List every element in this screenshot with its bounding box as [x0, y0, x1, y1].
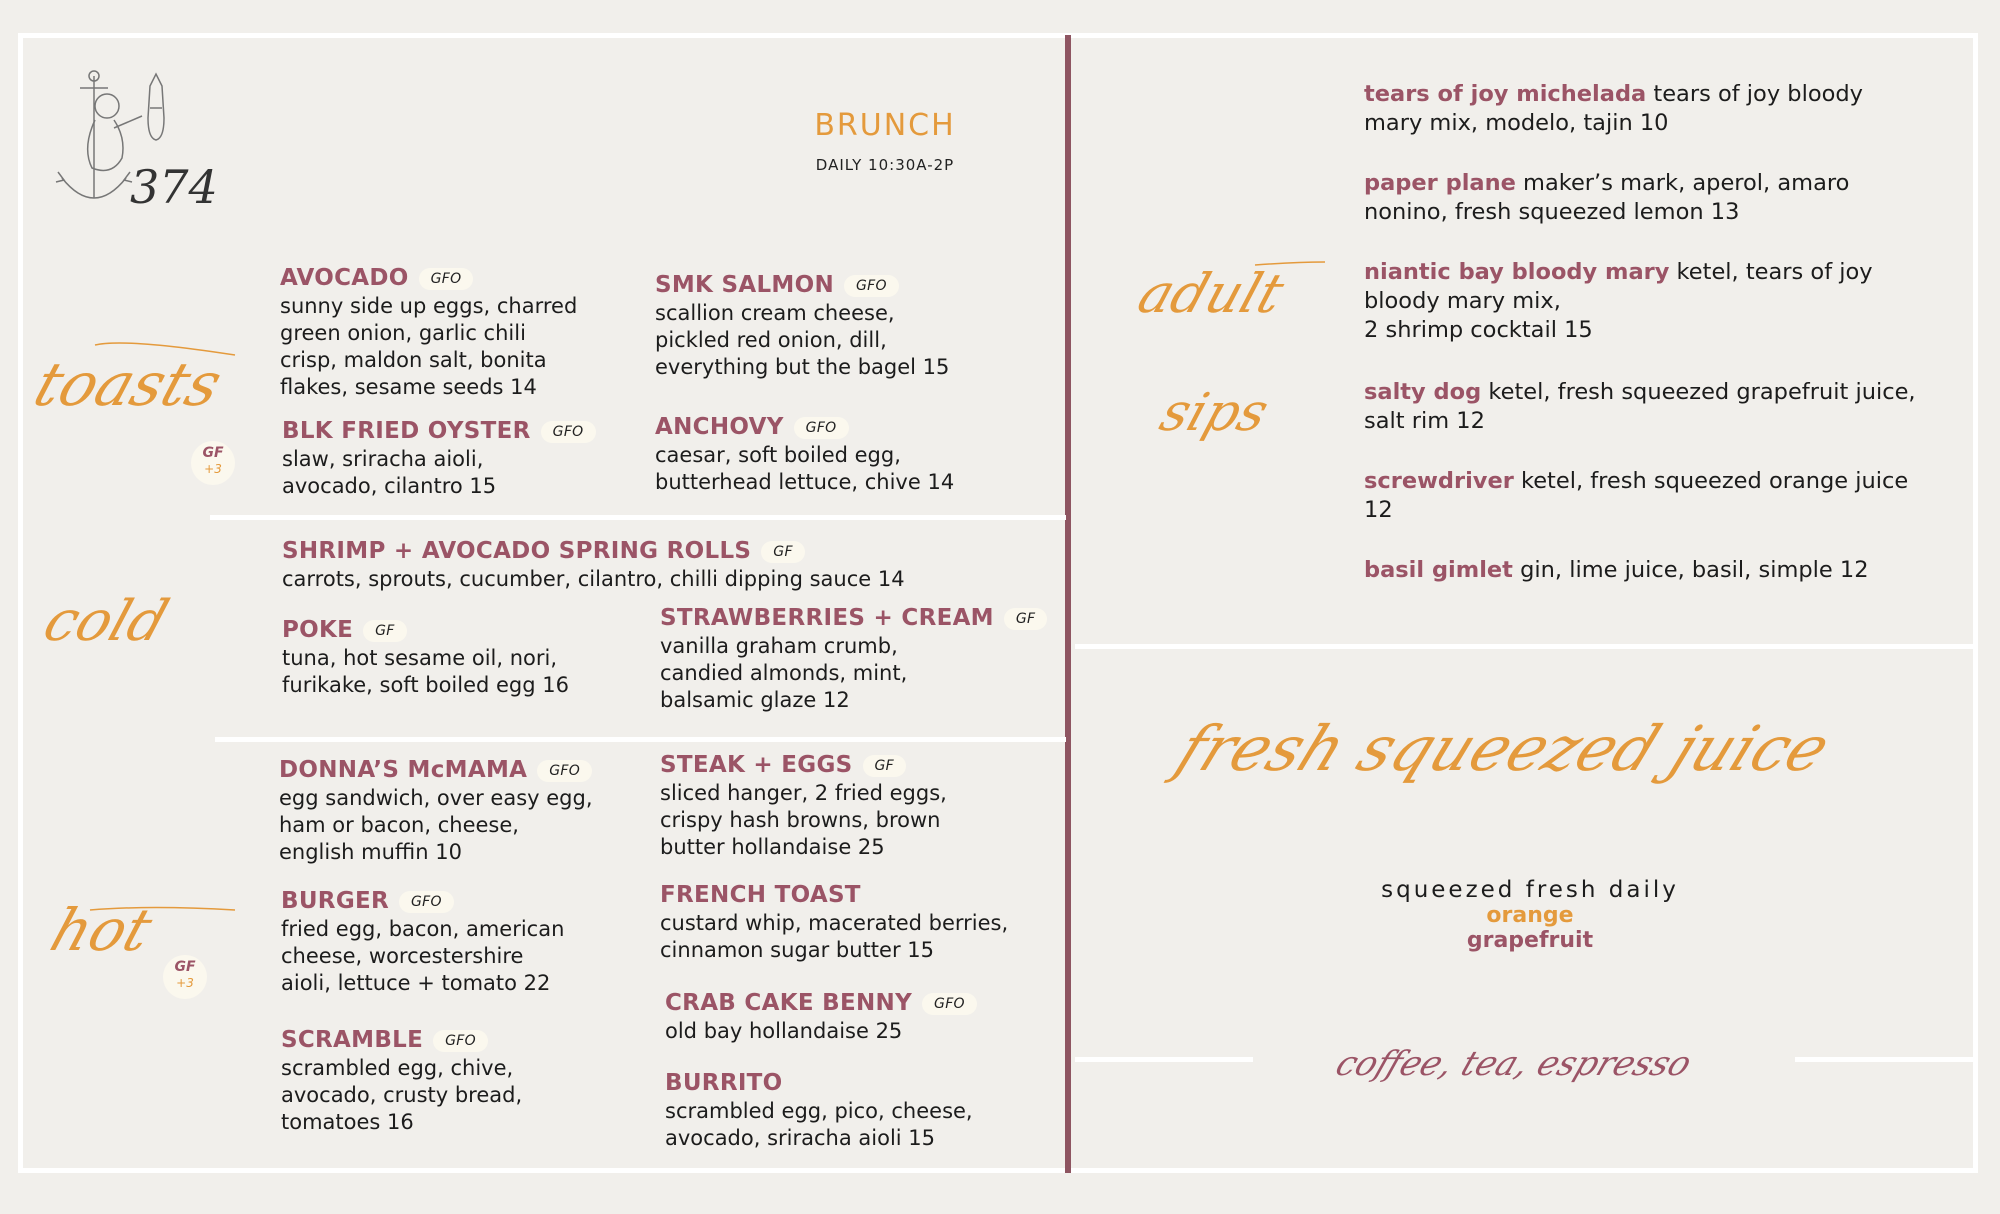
- menu-item-steak-eggs: [660, 752, 947, 861]
- svg-text:cold: cold: [36, 588, 177, 654]
- menu-item-scramble: [281, 1027, 522, 1136]
- item-name: SMK SALMON: [655, 272, 834, 298]
- gfo-badge: GFO: [541, 421, 596, 443]
- divider-drinks-juice: [1075, 644, 1975, 649]
- vertical-divider: [1065, 35, 1071, 1173]
- section-label-sips: [1153, 375, 1325, 469]
- divider-juice-coffee-left: [1075, 1057, 1253, 1062]
- item-desc-line: sunny side up eggs, charred: [280, 294, 578, 318]
- item-desc-line: vanilla graham crumb,: [660, 634, 898, 658]
- gfo-badge: GFO: [433, 1030, 488, 1052]
- svg-text:sips: sips: [1153, 381, 1277, 443]
- item-desc-line: cinnamon sugar butter 15: [660, 938, 934, 962]
- item-name: FRENCH TOAST: [660, 882, 861, 908]
- menu-item-burrito: [665, 1070, 973, 1152]
- menu-item-spring-rolls: [282, 538, 905, 593]
- item-desc-line: avocado, sriracha aioli 15: [665, 1126, 936, 1150]
- item-desc-line: slaw, sriracha aioli,: [282, 447, 484, 471]
- item-desc-line: tomatoes 16: [281, 1110, 414, 1134]
- item-desc-line: ham or bacon, cheese,: [279, 813, 519, 837]
- item-desc-line: scrambled egg, chive,: [281, 1056, 514, 1080]
- juice-option-grapefruit: grapefruit: [1466, 928, 1594, 953]
- svg-text:toasts: toasts: [25, 349, 231, 420]
- svg-text:adult: adult: [1130, 263, 1292, 326]
- gfo-badge: GFO: [844, 275, 899, 297]
- section-label-hot: [42, 880, 240, 1004]
- drink-name: tears of joy michelada: [1364, 81, 1647, 107]
- drink-desc: ketel, fresh squeezed grapefruit juice, salt rim 12: [1364, 379, 1916, 434]
- item-desc-line: butter hollandaise 25: [660, 835, 885, 859]
- item-desc-line: green onion, garlic chili: [280, 321, 526, 345]
- menu-item-poke: [282, 617, 569, 699]
- menu-item-anchovy: [655, 414, 954, 496]
- item-name: POKE: [282, 617, 354, 643]
- drink-desc: maker’s mark, aperol, amaro nonino, fresh squeezed lemon 13: [1364, 170, 1850, 225]
- drink-screwdriver: [1364, 467, 1924, 525]
- logo-number: 374: [130, 160, 218, 214]
- drink-basil-gimlet: [1364, 556, 1924, 585]
- item-desc-line: pickled red onion, dill,: [655, 328, 887, 352]
- drink-desc: ketel, fresh squeezed orange juice 12: [1364, 468, 1909, 523]
- gfo-badge: GFO: [399, 891, 454, 913]
- item-desc-line: caesar, soft boiled egg,: [655, 443, 901, 467]
- brunch-hours: DAILY 10:30A-2P: [815, 156, 955, 174]
- gf-badge: GF: [761, 541, 805, 563]
- item-desc-line: crisp, maldon salt, bonita: [280, 348, 547, 372]
- gf-badge: GF: [363, 620, 407, 642]
- drink-salty-dog: [1364, 378, 1924, 436]
- item-desc-line: flakes, sesame seeds 14: [280, 375, 537, 399]
- svg-text:hot: hot: [42, 897, 160, 965]
- item-desc-line: tuna, hot sesame oil, nori,: [282, 646, 558, 670]
- item-desc-line: egg sandwich, over easy egg,: [279, 786, 593, 810]
- gf-badge: GF: [863, 755, 907, 777]
- gf-badge: GF: [1004, 608, 1048, 630]
- item-desc-line: english muffin 10: [279, 840, 462, 864]
- drink-niantic-bay-bloody-mary: [1364, 258, 1924, 345]
- item-desc-line: fried egg, bacon, american: [281, 917, 565, 941]
- svg-text:coffee, tea, espresso: coffee, tea, espresso: [1330, 1044, 1697, 1084]
- menu-item-donnas-mcmama: [279, 757, 593, 866]
- drink-desc: ketel, tears of joy bloody mary mix,: [1364, 259, 1873, 314]
- gfo-badge: GFO: [537, 760, 592, 782]
- menu-item-french-toast: [660, 882, 1008, 964]
- item-desc-line: old bay hollandaise 25: [665, 1019, 903, 1043]
- svg-text:fresh squeezed juice: fresh squeezed juice: [1166, 713, 1841, 786]
- divider-juice-coffee-right: [1795, 1057, 1975, 1062]
- drink-paper-plane: [1364, 169, 1884, 227]
- page-title: BRUNCH: [814, 108, 956, 143]
- item-name: DONNA’S McMAMA: [279, 757, 528, 783]
- drink-name: salty dog: [1364, 379, 1482, 405]
- item-name: BLK FRIED OYSTER: [282, 418, 531, 444]
- item-desc-line: avocado, cilantro 15: [282, 474, 497, 498]
- drink-desc: gin, lime juice, basil, simple 12: [1512, 557, 1869, 583]
- item-desc-line: butterhead lettuce, chive 14: [655, 470, 955, 494]
- item-name: STEAK + EGGS: [660, 752, 853, 778]
- menu-item-burger: [281, 888, 564, 997]
- juice-subheading: squeezed fresh daily: [1381, 877, 1679, 903]
- coffee-tea-espresso: [1330, 1030, 1780, 1114]
- item-name: BURRITO: [665, 1070, 783, 1096]
- item-name: ANCHOVY: [655, 414, 784, 440]
- juice-heading: [1166, 690, 1865, 834]
- gf-plus-badge-toasts: GF +3: [191, 441, 235, 485]
- drink-name: screwdriver: [1364, 468, 1514, 494]
- item-desc-line: aioli, lettuce + tomato 22: [281, 971, 551, 995]
- menu-item-smk-salmon: [655, 272, 949, 381]
- menu-item-blk-fried-oyster: [282, 418, 596, 500]
- drink-name: paper plane: [1364, 170, 1516, 196]
- divider-cold-hot: [215, 737, 1066, 742]
- item-desc-line: sliced hanger, 2 fried eggs,: [660, 781, 947, 805]
- gfo-badge: GFO: [922, 993, 977, 1015]
- item-desc-line: scrambled egg, pico, cheese,: [665, 1099, 973, 1123]
- item-name: SHRIMP + AVOCADO SPRING ROLLS: [282, 538, 752, 564]
- gfo-badge: GFO: [419, 268, 474, 290]
- menu-item-avocado: [280, 265, 577, 401]
- item-name: STRAWBERRIES + CREAM: [660, 605, 994, 631]
- divider-toasts-cold: [210, 515, 1066, 520]
- item-desc-line: furikake, soft boiled egg 16: [282, 673, 569, 697]
- item-desc-line: everything but the bagel 15: [655, 355, 950, 379]
- item-desc-line: candied almonds, mint,: [660, 661, 908, 685]
- item-name: SCRAMBLE: [281, 1027, 424, 1053]
- item-name: AVOCADO: [280, 265, 409, 291]
- drink-desc: tears of joy bloody mary mix, modelo, tajin 10: [1364, 81, 1863, 136]
- section-label-adult: [1130, 250, 1335, 354]
- item-desc-line: avocado, crusty bread,: [281, 1083, 523, 1107]
- anchor-sailor-icon: [52, 68, 252, 218]
- gf-plus-badge-hot: GF +3: [163, 955, 207, 999]
- section-label-cold: [36, 580, 240, 674]
- drink-name: niantic bay bloody mary: [1364, 259, 1670, 285]
- menu-item-strawberries-cream: [660, 605, 1047, 714]
- item-desc-line: carrots, sprouts, cucumber, cilantro, chilli dipping sauce 14: [282, 567, 905, 591]
- drink-tears-of-joy-michelada: [1364, 80, 1904, 138]
- item-name: CRAB CAKE BENNY: [665, 990, 913, 1016]
- item-name: BURGER: [281, 888, 390, 914]
- menu-item-crab-cake-benny: [665, 990, 977, 1045]
- item-desc-line: crispy hash browns, brown: [660, 808, 941, 832]
- item-desc-line: cheese, worcestershire: [281, 944, 524, 968]
- item-desc-line: balsamic glaze 12: [660, 688, 850, 712]
- item-desc-line: scallion cream cheese,: [655, 301, 895, 325]
- gfo-badge: GFO: [794, 417, 849, 439]
- drink-name: basil gimlet: [1364, 557, 1513, 583]
- section-label-toasts: [25, 330, 235, 454]
- drink-desc: 2 shrimp cocktail 15: [1364, 317, 1593, 343]
- item-desc-line: custard whip, macerated berries,: [660, 911, 1009, 935]
- juice-option-orange: orange: [1486, 903, 1574, 928]
- juice-list: [1310, 877, 1750, 953]
- restaurant-logo: [52, 68, 252, 218]
